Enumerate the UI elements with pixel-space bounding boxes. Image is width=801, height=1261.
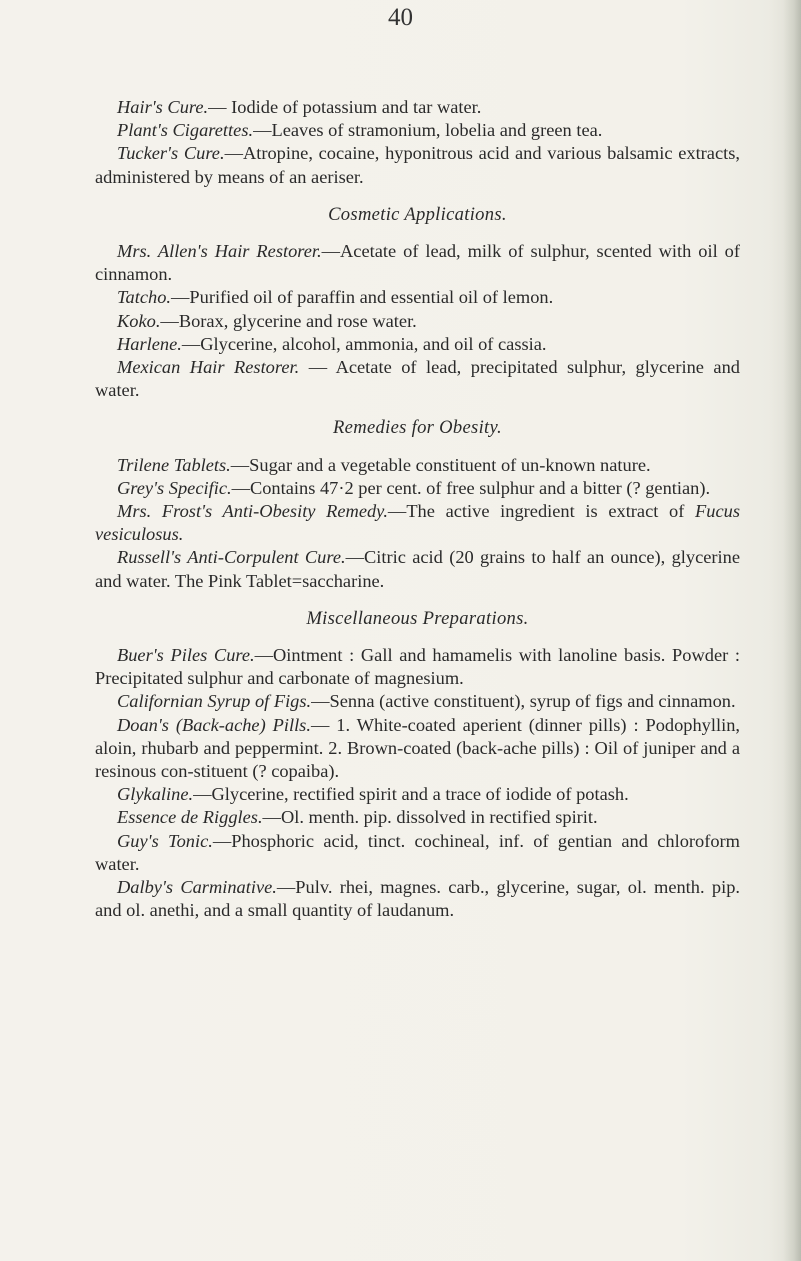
entry-text: —Phosphoric acid, tinct. cochineal, inf. of gentian and chloroform water. (95, 830, 740, 874)
entry-text: —The active ingredient is extract of (387, 501, 696, 522)
entry-name: Dalby's Carminative. (117, 877, 277, 898)
entry-name: Mexican Hair Restorer. (117, 357, 300, 378)
entry-name: Guy's Tonic. (117, 830, 213, 851)
entry-text: —Contains 47·2 per cent. of free sulphur and a bitter (? gentian). (231, 477, 711, 498)
entry-essence-de-riggles (95, 806, 740, 829)
entry-text: —Sugar and a vegetable constituent of un-known nature. (230, 454, 651, 475)
page-edge-shadow (783, 0, 801, 1261)
entry-text: —Pulv. rhei, magnes. carb., glycerine, sugar, ol. menth. pip. and ol. anethi, and a small quantity of laudanum. (95, 877, 740, 921)
entry-name: Essence de Riggles. (117, 807, 263, 828)
entry-harlene (95, 333, 740, 356)
page-number: 40 (388, 4, 413, 31)
entry-name: Tucker's Cure. (117, 143, 225, 164)
entry-name: Russell's Anti-Corpulent Cure. (117, 547, 346, 568)
entry-text: —Leaves of stramonium, lobelia and green tea. (253, 120, 603, 141)
section-heading-cosmetic: Cosmetic Applications. (328, 203, 507, 225)
entry-text: — Iodide of potassium and tar water. (208, 97, 482, 117)
entry-text: —Glycerine, alcohol, ammonia, and oil of cassia. (181, 333, 547, 354)
entry-guys-tonic (95, 830, 740, 876)
entry-text: —Borax, glycerine and rose water. (160, 310, 417, 331)
entry-mexican-hair-restorer (95, 356, 740, 402)
entry-glykaline (95, 783, 740, 806)
entry-text: — Acetate of lead, precipitated sulphur, glycerine and water. (95, 357, 740, 401)
entry-name: Buer's Piles Cure. (117, 645, 255, 666)
entry-text: —Ointment : Gall and hamamelis with lanoline basis. Powder : Precipitated sulphur and carbonate of magnesium. (95, 645, 740, 689)
entry-russells-cure (95, 546, 740, 592)
entry-doans-pills (95, 714, 740, 784)
entry-mrs-frosts-remedy (95, 500, 740, 546)
entry-name: Doan's (Back-ache) Pills. (117, 714, 311, 735)
entry-name: Hair's Cure. (117, 97, 209, 117)
section-heading-obesity: Remedies for Obesity. (333, 417, 502, 439)
entry-dalbys-carminative (95, 876, 740, 922)
entry-name: Tatcho. (117, 287, 171, 308)
entry-mrs-allens-hair-restorer (95, 240, 740, 286)
entry-text: —Acetate of lead, milk of sulphur, scented with oil of cinnamon. (95, 241, 741, 285)
section-heading-miscellaneous: Miscellaneous Preparations. (306, 607, 529, 629)
entry-name: Plant's Cigarettes. (117, 120, 254, 141)
entry-greys-specific (95, 477, 740, 500)
entry-tatcho (95, 286, 740, 309)
entry-text: —Purified oil of paraffin and essential oil of lemon. (171, 287, 554, 308)
entry-californian-syrup-of-figs (95, 690, 740, 713)
entry-name: Harlene. (117, 333, 182, 354)
entry-text: —Atropine, cocaine, hyponitrous acid and various balsamic extracts, administered by means of an aeriser. (95, 143, 740, 187)
entry-tuckers-cure (95, 142, 740, 188)
entry-koko (95, 310, 740, 333)
entry-plants-cigarettes (95, 119, 740, 142)
entry-name: Grey's Specific. (117, 477, 232, 498)
entry-hairs-cure (95, 96, 740, 119)
entry-trilene-tablets (95, 454, 740, 477)
page-content (95, 96, 740, 923)
entry-text: — 1. White-coated aperient (dinner pills) : Podophyllin, aloin, rhubarb and peppermint. 2. Brown-coated (back-ache pills) : Oil of juniper and a resinous con-stituent (? copaiba). (95, 714, 740, 782)
entry-text: —Senna (active constituent), syrup of figs and cinnamon. (311, 691, 736, 712)
entry-text: —Glycerine, rectified spirit and a trace of iodide of potash. (193, 784, 629, 805)
entry-name: Glykaline. (117, 784, 194, 805)
entry-text: —Citric acid (20 grains to half an ounce), glycerine and water. The Pink Tablet=saccharine. (95, 547, 740, 591)
entry-name: Trilene Tablets. (117, 454, 231, 475)
entry-name: Mrs. Frost's Anti-Obesity Remedy. (117, 501, 388, 522)
entry-name: Koko. (117, 310, 161, 331)
entry-name: Californian Syrup of Figs. (117, 691, 312, 712)
entry-name: Mrs. Allen's Hair Restorer. (117, 241, 322, 262)
entry-buers-piles-cure (95, 644, 740, 690)
entry-italic-tail: Fucus vesiculosus. (95, 501, 740, 545)
entry-text: —Ol. menth. pip. dissolved in rectified spirit. (262, 807, 598, 828)
